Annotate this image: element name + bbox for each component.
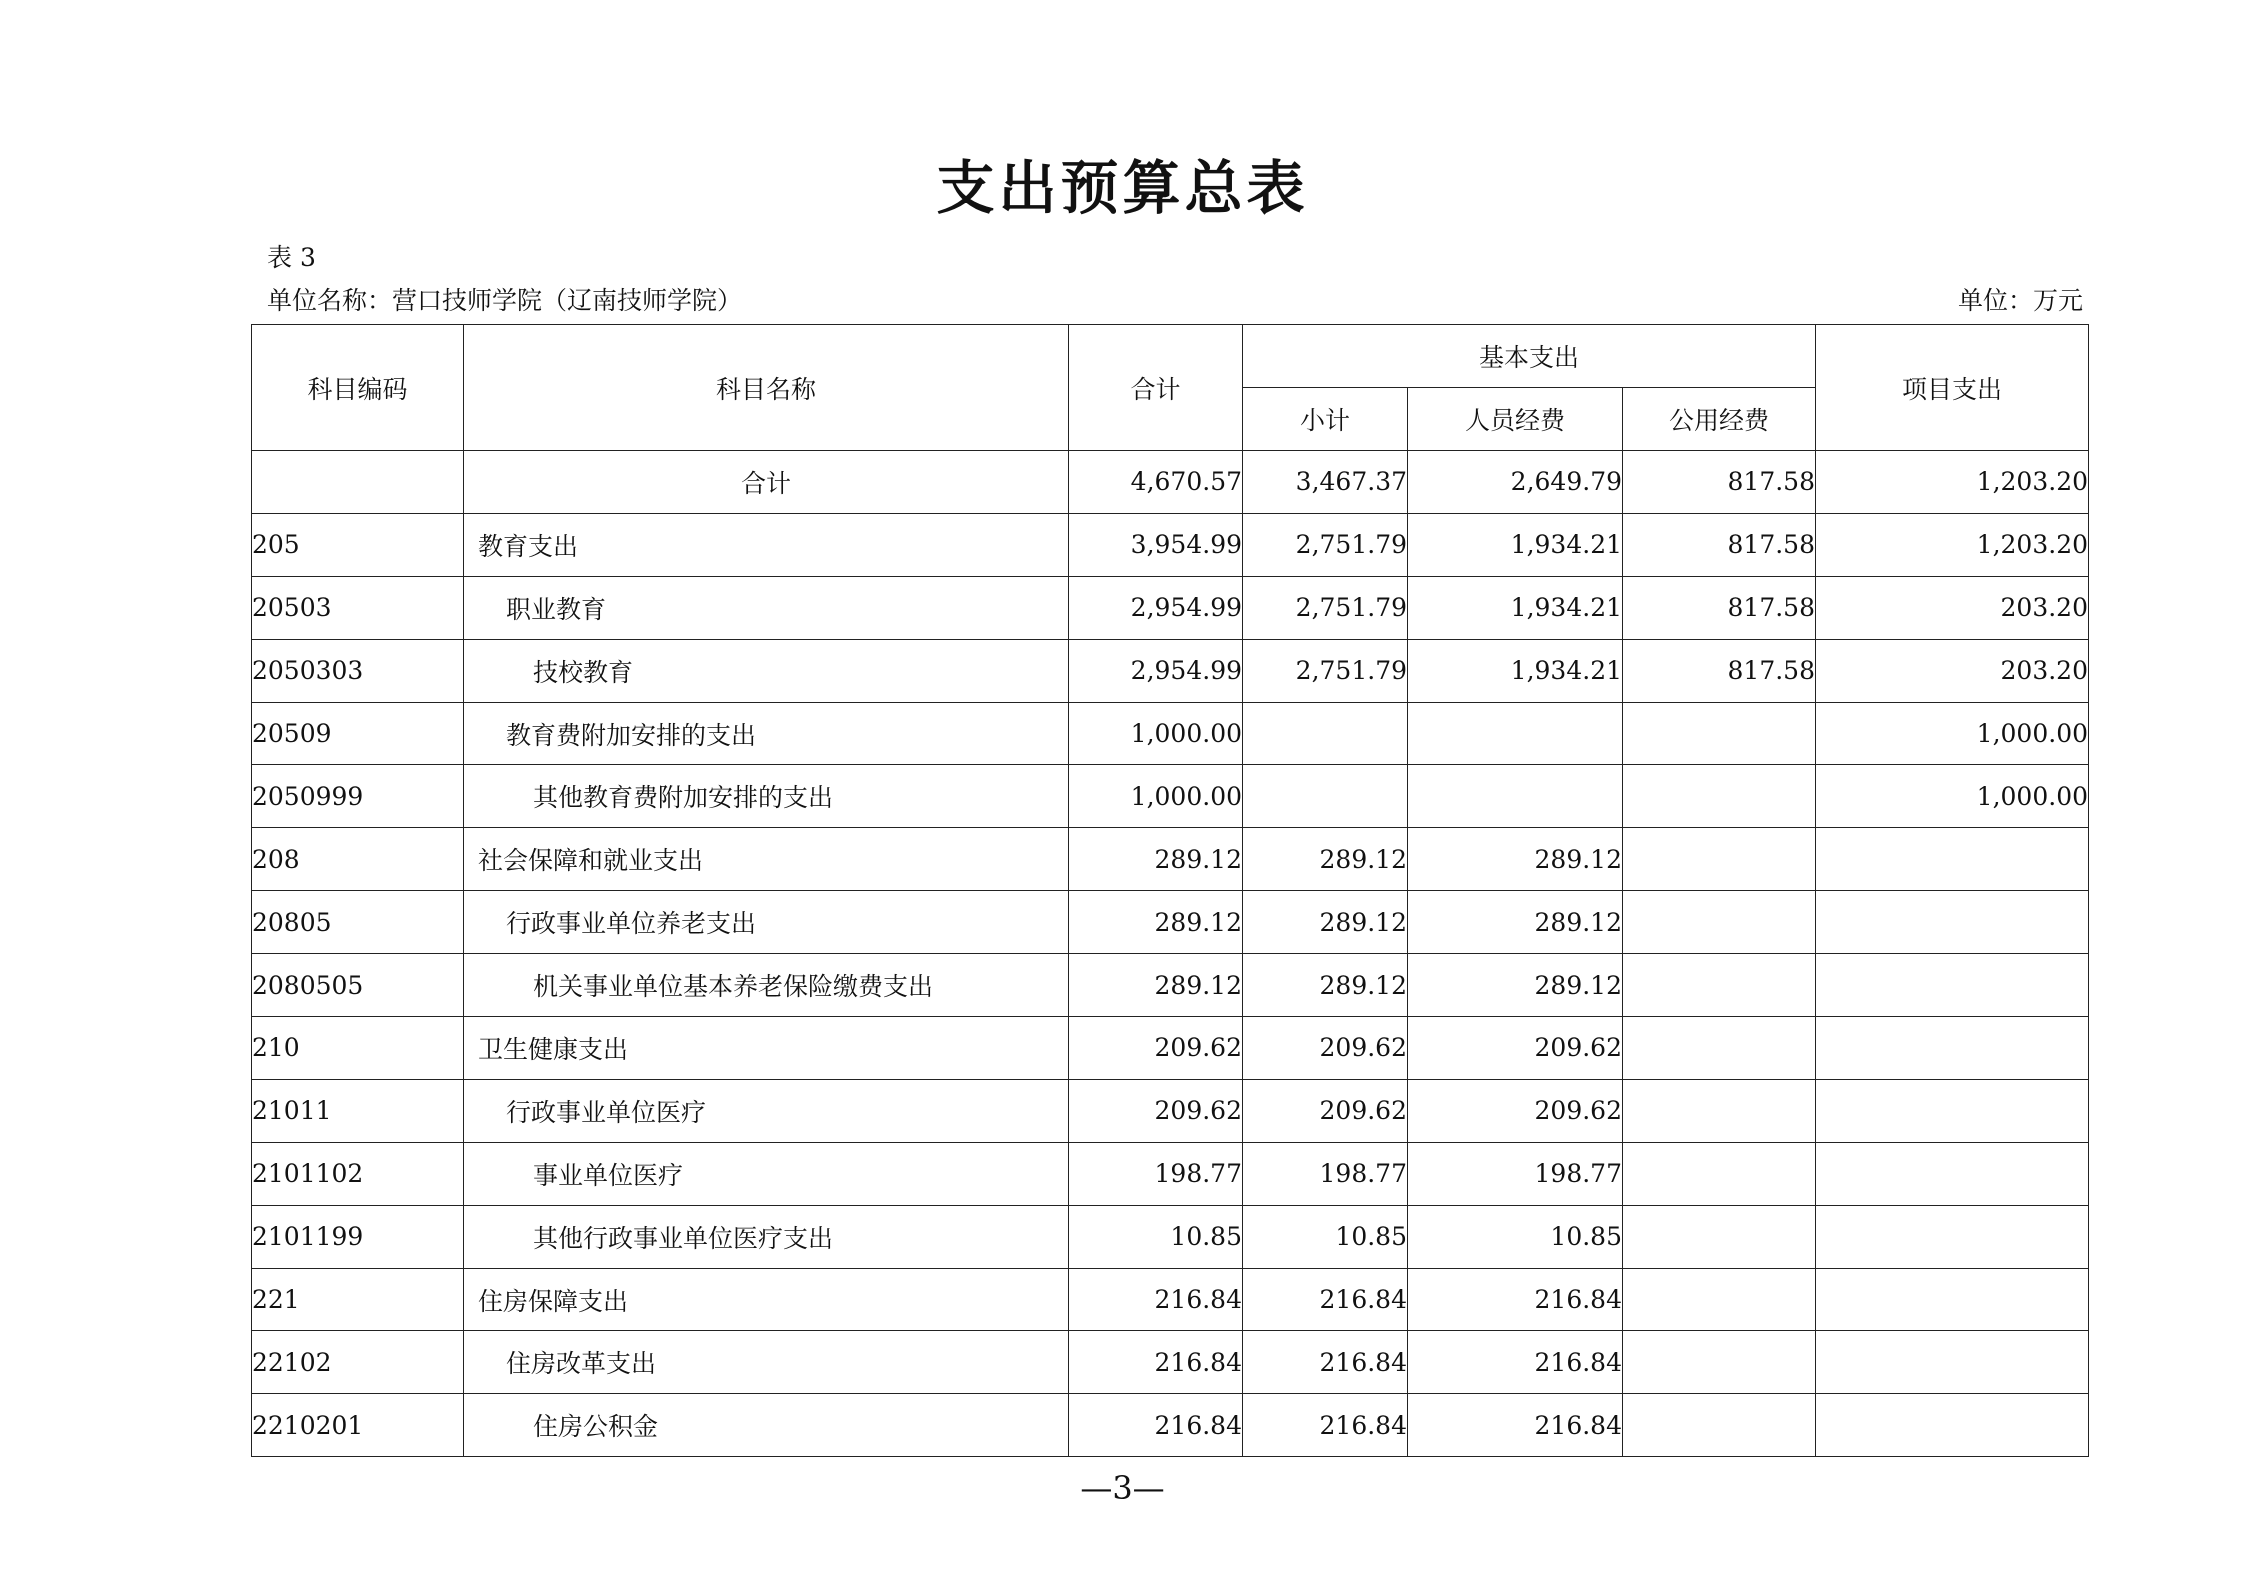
header-name: 科目名称 [464, 325, 1069, 451]
budget-table [251, 324, 2089, 1457]
cell-total: 3,954.99 [1069, 513, 1243, 576]
cell-personnel: 209.62 [1408, 1079, 1623, 1142]
cell-public [1623, 1394, 1816, 1457]
cell-code [252, 451, 464, 514]
cell-subtotal [1243, 702, 1408, 765]
cell-project [1816, 1017, 2089, 1080]
cell-name: 教育费附加安排的支出 [464, 702, 1069, 765]
cell-code: 2050999 [252, 765, 464, 828]
cell-subtotal: 216.84 [1243, 1331, 1408, 1394]
cell-code: 2080505 [252, 954, 464, 1017]
cell-public: 817.58 [1623, 639, 1816, 702]
cell-name: 住房改革支出 [464, 1331, 1069, 1394]
cell-total: 289.12 [1069, 954, 1243, 1017]
cell-code: 205 [252, 513, 464, 576]
cell-name: 技校教育 [464, 639, 1069, 702]
cell-total: 209.62 [1069, 1017, 1243, 1080]
cell-project: 1,203.20 [1816, 513, 2089, 576]
cell-public [1623, 891, 1816, 954]
cell-public [1623, 1331, 1816, 1394]
cell-public [1623, 1268, 1816, 1331]
cell-subtotal: 209.62 [1243, 1079, 1408, 1142]
cell-personnel: 289.12 [1408, 954, 1623, 1017]
table-row [252, 1394, 2089, 1457]
table-row [252, 954, 2089, 1017]
cell-subtotal [1243, 765, 1408, 828]
cell-total: 216.84 [1069, 1268, 1243, 1331]
table-row [252, 513, 2089, 576]
cell-personnel: 216.84 [1408, 1331, 1623, 1394]
cell-personnel: 216.84 [1408, 1268, 1623, 1331]
cell-name: 卫生健康支出 [464, 1017, 1069, 1080]
cell-personnel: 2,649.79 [1408, 451, 1623, 514]
table-row [252, 639, 2089, 702]
cell-project [1816, 891, 2089, 954]
cell-name: 行政事业单位养老支出 [464, 891, 1069, 954]
cell-project: 1,203.20 [1816, 451, 2089, 514]
cell-personnel [1408, 702, 1623, 765]
cell-total: 289.12 [1069, 828, 1243, 891]
cell-project: 203.20 [1816, 639, 2089, 702]
cell-code: 22102 [252, 1331, 464, 1394]
table-row [252, 1268, 2089, 1331]
cell-total: 4,670.57 [1069, 451, 1243, 514]
cell-public [1623, 765, 1816, 828]
cell-name: 教育支出 [464, 513, 1069, 576]
cell-personnel: 216.84 [1408, 1394, 1623, 1457]
cell-project [1816, 1205, 2089, 1268]
cell-name: 社会保障和就业支出 [464, 828, 1069, 891]
header-personnel: 人员经费 [1408, 388, 1623, 451]
cell-personnel: 10.85 [1408, 1205, 1623, 1268]
cell-personnel: 1,934.21 [1408, 639, 1623, 702]
table-header [252, 325, 2089, 451]
header-public: 公用经费 [1623, 388, 1816, 451]
cell-subtotal: 10.85 [1243, 1205, 1408, 1268]
cell-project: 203.20 [1816, 576, 2089, 639]
currency-unit: 单位：万元 [1957, 286, 2083, 315]
cell-name: 住房公积金 [464, 1394, 1069, 1457]
cell-personnel: 289.12 [1408, 891, 1623, 954]
table-row [252, 451, 2089, 514]
cell-subtotal: 216.84 [1243, 1268, 1408, 1331]
cell-subtotal: 289.12 [1243, 891, 1408, 954]
cell-project [1816, 828, 2089, 891]
cell-project [1816, 954, 2089, 1017]
cell-public [1623, 1142, 1816, 1205]
cell-public [1623, 1079, 1816, 1142]
table-number: 表 3 [267, 243, 316, 272]
cell-code: 221 [252, 1268, 464, 1331]
cell-total: 1,000.00 [1069, 765, 1243, 828]
cell-code: 2101102 [252, 1142, 464, 1205]
cell-total: 198.77 [1069, 1142, 1243, 1205]
cell-total: 289.12 [1069, 891, 1243, 954]
cell-personnel: 1,934.21 [1408, 576, 1623, 639]
cell-subtotal: 2,751.79 [1243, 639, 1408, 702]
cell-personnel [1408, 765, 1623, 828]
cell-name: 合计 [464, 451, 1069, 514]
header-project: 项目支出 [1816, 325, 2089, 451]
cell-subtotal: 2,751.79 [1243, 513, 1408, 576]
cell-name: 事业单位医疗 [464, 1142, 1069, 1205]
cell-code: 20805 [252, 891, 464, 954]
cell-public: 817.58 [1623, 576, 1816, 639]
cell-personnel: 209.62 [1408, 1017, 1623, 1080]
cell-total: 1,000.00 [1069, 702, 1243, 765]
cell-total: 10.85 [1069, 1205, 1243, 1268]
cell-public [1623, 1017, 1816, 1080]
cell-project [1816, 1331, 2089, 1394]
header-total: 合计 [1069, 325, 1243, 451]
header-basic: 基本支出 [1243, 325, 1816, 388]
cell-total: 209.62 [1069, 1079, 1243, 1142]
cell-project [1816, 1079, 2089, 1142]
cell-project: 1,000.00 [1816, 765, 2089, 828]
cell-name: 行政事业单位医疗 [464, 1079, 1069, 1142]
unit-name: 单位名称：营口技师学院（辽南技师学院） [267, 286, 743, 315]
cell-code: 21011 [252, 1079, 464, 1142]
cell-subtotal: 209.62 [1243, 1017, 1408, 1080]
cell-code: 2101199 [252, 1205, 464, 1268]
cell-subtotal: 198.77 [1243, 1142, 1408, 1205]
cell-name: 职业教育 [464, 576, 1069, 639]
cell-public: 817.58 [1623, 513, 1816, 576]
cell-total: 2,954.99 [1069, 576, 1243, 639]
table-row [252, 1079, 2089, 1142]
cell-code: 2210201 [252, 1394, 464, 1457]
table-row [252, 1142, 2089, 1205]
table-row [252, 891, 2089, 954]
table-body [252, 451, 2089, 1457]
cell-code: 2050303 [252, 639, 464, 702]
cell-code: 20503 [252, 576, 464, 639]
cell-name: 住房保障支出 [464, 1268, 1069, 1331]
cell-personnel: 289.12 [1408, 828, 1623, 891]
cell-subtotal: 289.12 [1243, 954, 1408, 1017]
cell-project [1816, 1142, 2089, 1205]
cell-total: 216.84 [1069, 1331, 1243, 1394]
cell-subtotal: 216.84 [1243, 1394, 1408, 1457]
cell-total: 216.84 [1069, 1394, 1243, 1457]
cell-subtotal: 3,467.37 [1243, 451, 1408, 514]
cell-personnel: 198.77 [1408, 1142, 1623, 1205]
cell-total: 2,954.99 [1069, 639, 1243, 702]
table-row [252, 765, 2089, 828]
cell-project [1816, 1394, 2089, 1457]
header-code: 科目编码 [252, 325, 464, 451]
cell-project [1816, 1268, 2089, 1331]
cell-name: 其他教育费附加安排的支出 [464, 765, 1069, 828]
table-row [252, 1017, 2089, 1080]
cell-public [1623, 954, 1816, 1017]
cell-public [1623, 702, 1816, 765]
table-row [252, 828, 2089, 891]
cell-subtotal: 289.12 [1243, 828, 1408, 891]
cell-subtotal: 2,751.79 [1243, 576, 1408, 639]
page-number: —3— [1080, 1469, 1165, 1507]
cell-code: 210 [252, 1017, 464, 1080]
table-row [252, 702, 2089, 765]
cell-public [1623, 1205, 1816, 1268]
cell-public: 817.58 [1623, 451, 1816, 514]
page-title: 支出预算总表 [936, 154, 1309, 222]
cell-personnel: 1,934.21 [1408, 513, 1623, 576]
header-subtotal: 小计 [1243, 388, 1408, 451]
cell-name: 机关事业单位基本养老保险缴费支出 [464, 954, 1069, 1017]
cell-name: 其他行政事业单位医疗支出 [464, 1205, 1069, 1268]
cell-code: 208 [252, 828, 464, 891]
table-row [252, 576, 2089, 639]
cell-code: 20509 [252, 702, 464, 765]
table-row [252, 1331, 2089, 1394]
table-row [252, 1205, 2089, 1268]
cell-project: 1,000.00 [1816, 702, 2089, 765]
cell-public [1623, 828, 1816, 891]
